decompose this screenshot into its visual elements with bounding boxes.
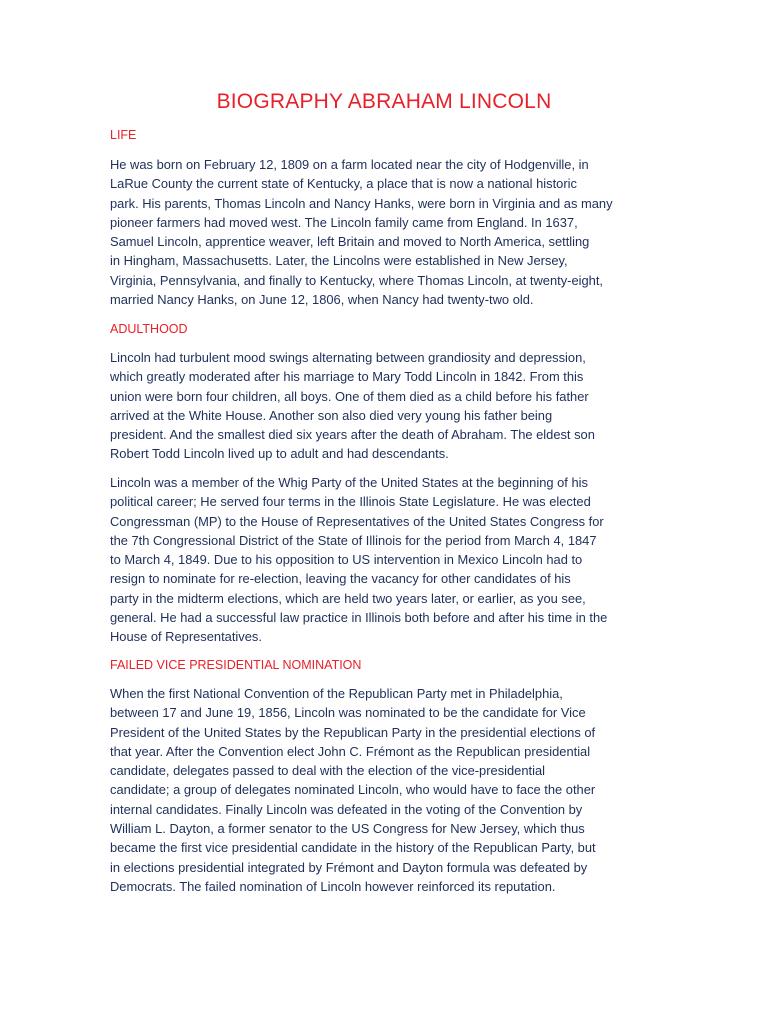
text-line: resign to nominate for re-election, leaving the vacancy for other candidates of his xyxy=(110,571,571,587)
text-line: general. He had a successful law practice in Illinois both before and after his time in the xyxy=(110,610,608,626)
section-heading-life: LIFE xyxy=(110,128,137,142)
text-line: became the first vice presidential candidate in the history of the Republican Party, but xyxy=(110,840,596,856)
text-line: president. And the smallest died six years after the death of Abraham. The eldest son xyxy=(110,427,595,443)
text-line: Democrats. The failed nomination of Lincoln however reinforced its reputation. xyxy=(110,878,556,894)
text-line: park. His parents, Thomas Lincoln and Nancy Hanks, were born in Virginia and as many xyxy=(110,195,613,211)
text-line: William L. Dayton, a former senator to the US Congress for New Jersey, which thus xyxy=(110,821,585,837)
text-line: party in the midterm elections, which are held two years later, or earlier, as you see, xyxy=(110,590,586,606)
text-line: pioneer farmers had moved west. The Lincoln family came from England. In 1637, xyxy=(110,214,578,230)
text-line: candidate; a group of delegates nominated Lincoln, who would have to face the other xyxy=(110,782,596,798)
text-line: Samuel Lincoln, apprentice weaver, left Britain and moved to North America, settling xyxy=(110,234,590,250)
text-line: Lincoln had turbulent mood swings alternating between grandiosity and depression, xyxy=(110,350,586,365)
text-line: He was born on February 12, 1809 on a farm located near the city of Hodgenville, in xyxy=(110,157,589,172)
section-heading-failed-nomination: FAILED VICE PRESIDENTIAL NOMINATION xyxy=(110,658,362,672)
text-line: between 17 and June 19, 1856, Lincoln was nominated to be the candidate for Vice xyxy=(110,705,586,721)
paragraph-adulthood-politics xyxy=(110,473,660,647)
paragraph-life xyxy=(110,155,660,309)
text-line: Congressman (MP) to the House of Representatives of the United States Congress for xyxy=(110,513,604,529)
text-line: Lincoln was a member of the Whig Party of the United States at the beginning of his xyxy=(110,475,588,490)
text-line: political career; He served four terms in the Illinois State Legislature. He was elected xyxy=(110,494,591,510)
text-line: the 7th Congressional District of the State of Illinois for the period from March 4, 1847 xyxy=(110,532,597,548)
text-line: to March 4, 1849. Due to his opposition to US intervention in Mexico Lincoln had to xyxy=(110,552,583,568)
text-line: in Hingham, Massachusetts. Later, the Lincolns were established in New Jersey, xyxy=(110,253,568,269)
text-line: married Nancy Hanks, on June 12, 1806, when Nancy had twenty-two old. xyxy=(110,292,534,308)
text-line: House of Representatives. xyxy=(110,629,262,645)
paragraph-adulthood-family xyxy=(110,348,660,464)
text-line: arrived at the White House. Another son also died very young his father being xyxy=(110,407,553,423)
section-heading-adulthood: ADULTHOOD xyxy=(110,322,188,336)
text-line: President of the United States by the Republican Party in the presidential elections of xyxy=(110,724,596,740)
text-line: LaRue County the current state of Kentucky, a place that is now a national historic xyxy=(110,176,577,192)
text-line: which greatly moderated after his marriage to Mary Todd Lincoln in 1842. From this xyxy=(110,369,584,385)
text-line: When the first National Convention of the Republican Party met in Philadelphia, xyxy=(110,686,563,701)
text-line: candidate, delegates passed to deal with the election of the vice-presidential xyxy=(110,763,545,779)
document-title: BIOGRAPHY ABRAHAM LINCOLN xyxy=(216,90,552,113)
text-line: Robert Todd Lincoln lived up to adult and had descendants. xyxy=(110,446,449,462)
text-line: union were born four children, all boys. One of them died as a child before his father xyxy=(110,388,589,404)
text-line: internal candidates. Finally Lincoln was defeated in the voting of the Convention by xyxy=(110,801,583,817)
text-line: in elections presidential integrated by Frémont and Dayton formula was defeated by xyxy=(110,859,588,875)
text-line: that year. After the Convention elect John C. Frémont as the Republican presidential xyxy=(110,743,591,759)
text-line: Virginia, Pennsylvania, and finally to Kentucky, where Thomas Lincoln, at twenty-eight, xyxy=(110,272,603,288)
paragraph-failed-nomination xyxy=(110,684,660,896)
